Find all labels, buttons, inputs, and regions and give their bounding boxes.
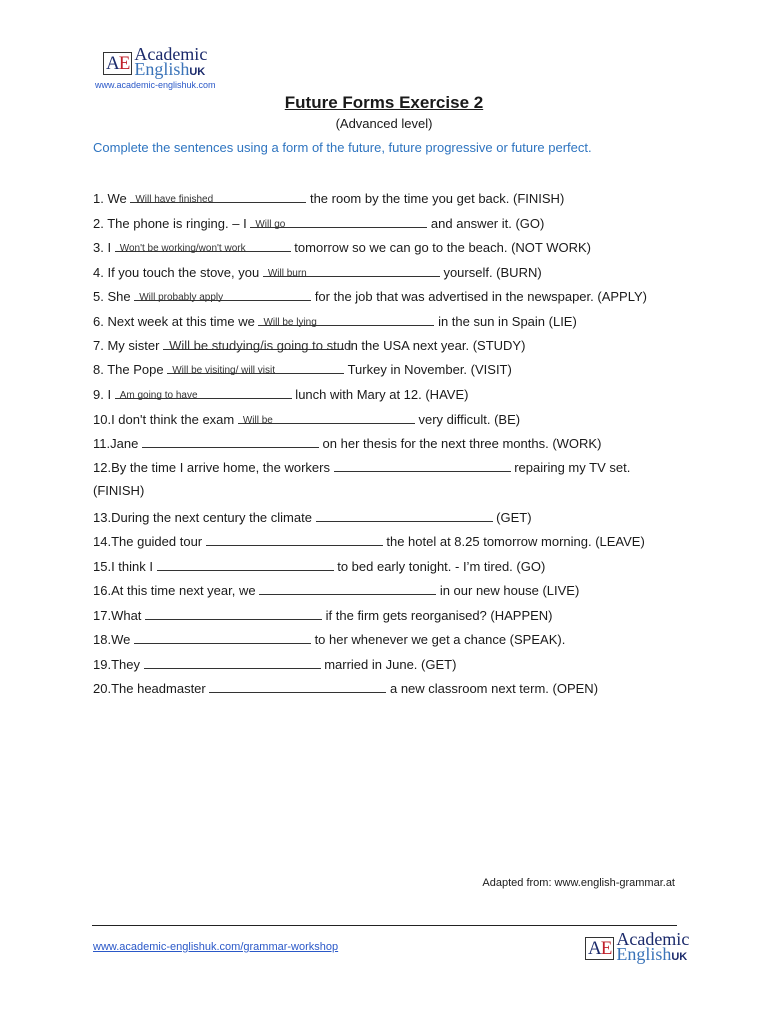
footer-logo bbox=[585, 929, 690, 965]
question: 1. We Will have finished the room by the time you get back. (FINISH) bbox=[93, 191, 565, 206]
question: 8. The Pope Will be visiting/ will visit Turkey in November. (VISIT) bbox=[93, 362, 512, 377]
answer-blank[interactable] bbox=[134, 287, 311, 301]
question: 18.We to her whenever we get a chance (SPEAK). bbox=[93, 632, 566, 647]
logo-words bbox=[134, 44, 208, 80]
answer-text: Am going to have bbox=[119, 390, 198, 401]
answer-text: Will go bbox=[255, 219, 286, 230]
answer-text: Will be bbox=[242, 415, 273, 426]
answer-blank[interactable] bbox=[142, 434, 319, 448]
logo-uk: UK bbox=[189, 66, 206, 78]
answer-blank[interactable] bbox=[167, 360, 344, 374]
question: 20.The headmaster a new classroom next term. (OPEN) bbox=[93, 681, 599, 696]
footer-divider bbox=[92, 925, 677, 926]
answer-blank[interactable] bbox=[163, 336, 352, 353]
answer-blank[interactable] bbox=[238, 410, 415, 424]
page-subtitle: (Advanced level) bbox=[335, 116, 433, 131]
answer-blank[interactable] bbox=[206, 532, 383, 546]
question: 7. My sister Will be studying/is going to stud in the USA next year. (STUDY) bbox=[93, 338, 526, 353]
question: 19.They married in June. (GET) bbox=[93, 657, 457, 672]
answer-blank[interactable] bbox=[334, 458, 511, 472]
logo-words bbox=[616, 929, 690, 965]
question: 14.The guided tour the hotel at 8.25 tomorrow morning. (LEAVE) bbox=[93, 534, 645, 549]
logo-mark: AE bbox=[103, 52, 132, 75]
answer-blank[interactable] bbox=[316, 508, 493, 522]
question: 10.I don't think the exam Will be very difficult. (BE) bbox=[93, 412, 521, 427]
question: 6. Next week at this time we Will be lying in the sun in Spain (LIE) bbox=[93, 314, 577, 329]
answer-text: Will probably apply bbox=[139, 292, 224, 303]
question-continuation: (FINISH) bbox=[93, 483, 145, 498]
answer-blank[interactable] bbox=[157, 557, 334, 571]
instructions: Complete the sentences using a form of the future, future progressive or future perfect. bbox=[93, 140, 592, 155]
question: 15.I think I to bed early tonight. - I’m tired. (GO) bbox=[93, 559, 546, 574]
logo-uk: UK bbox=[671, 951, 688, 963]
logo-mark: AE bbox=[585, 937, 614, 960]
answer-text: Won't be working/won't work bbox=[119, 243, 246, 254]
answer-blank[interactable] bbox=[209, 679, 386, 693]
question: 12.By the time I arrive home, the workers repairing my TV set. bbox=[93, 460, 631, 475]
logo-word-academic: Academic bbox=[616, 929, 690, 949]
answer-blank[interactable] bbox=[250, 214, 427, 228]
question: 11.Jane on her thesis for the next three months. (WORK) bbox=[93, 436, 602, 451]
answer-blank[interactable] bbox=[263, 263, 440, 277]
answer-blank[interactable] bbox=[115, 385, 292, 399]
answer-blank[interactable] bbox=[130, 189, 306, 203]
answer-text: Will be studying/is going to stud bbox=[169, 338, 352, 353]
header-logo bbox=[103, 44, 208, 80]
answer-text: Will burn bbox=[267, 268, 307, 279]
question: 17.What if the firm gets reorganised? (HAPPEN) bbox=[93, 608, 553, 623]
header-url[interactable]: www.academic-englishuk.com bbox=[95, 80, 216, 90]
answer-text: Will be visiting/ will visit bbox=[172, 365, 276, 376]
page-title: Future Forms Exercise 2 bbox=[284, 93, 484, 112]
answer-blank[interactable] bbox=[258, 312, 434, 326]
answer-blank[interactable] bbox=[134, 630, 311, 644]
answer-blank[interactable] bbox=[115, 238, 291, 252]
answer-text: Will have finished bbox=[135, 194, 214, 205]
logo-word-academic: Academic bbox=[134, 44, 208, 64]
question: 16.At this time next year, we in our new house (LIVE) bbox=[93, 583, 580, 598]
answer-blank[interactable] bbox=[259, 581, 436, 595]
question: 5. She Will probably apply for the job that was advertised in the newspaper. (APPLY) bbox=[93, 289, 647, 304]
footer-url[interactable]: www.academic-englishuk.com/grammar-workshop bbox=[93, 941, 339, 953]
question: 4. If you touch the stove, you Will burn yourself. (BURN) bbox=[93, 265, 542, 280]
logo-word-english: English bbox=[134, 59, 190, 79]
answer-blank[interactable] bbox=[144, 655, 321, 669]
question: 13.During the next century the climate (GET) bbox=[93, 510, 532, 525]
question: 3. I Won't be working/won't work tomorrow so we can go to the beach. (NOT WORK) bbox=[93, 240, 592, 255]
logo-word-english: English bbox=[616, 944, 672, 964]
source-credit: Adapted from: www.english-grammar.at bbox=[482, 877, 675, 889]
question: 9. I Am going to have lunch with Mary at 12. (HAVE) bbox=[93, 387, 469, 402]
answer-blank[interactable] bbox=[145, 606, 322, 620]
question: 2. The phone is ringing. – I Will go and answer it. (GO) bbox=[93, 216, 545, 231]
answer-text: Will be lying bbox=[263, 317, 317, 328]
